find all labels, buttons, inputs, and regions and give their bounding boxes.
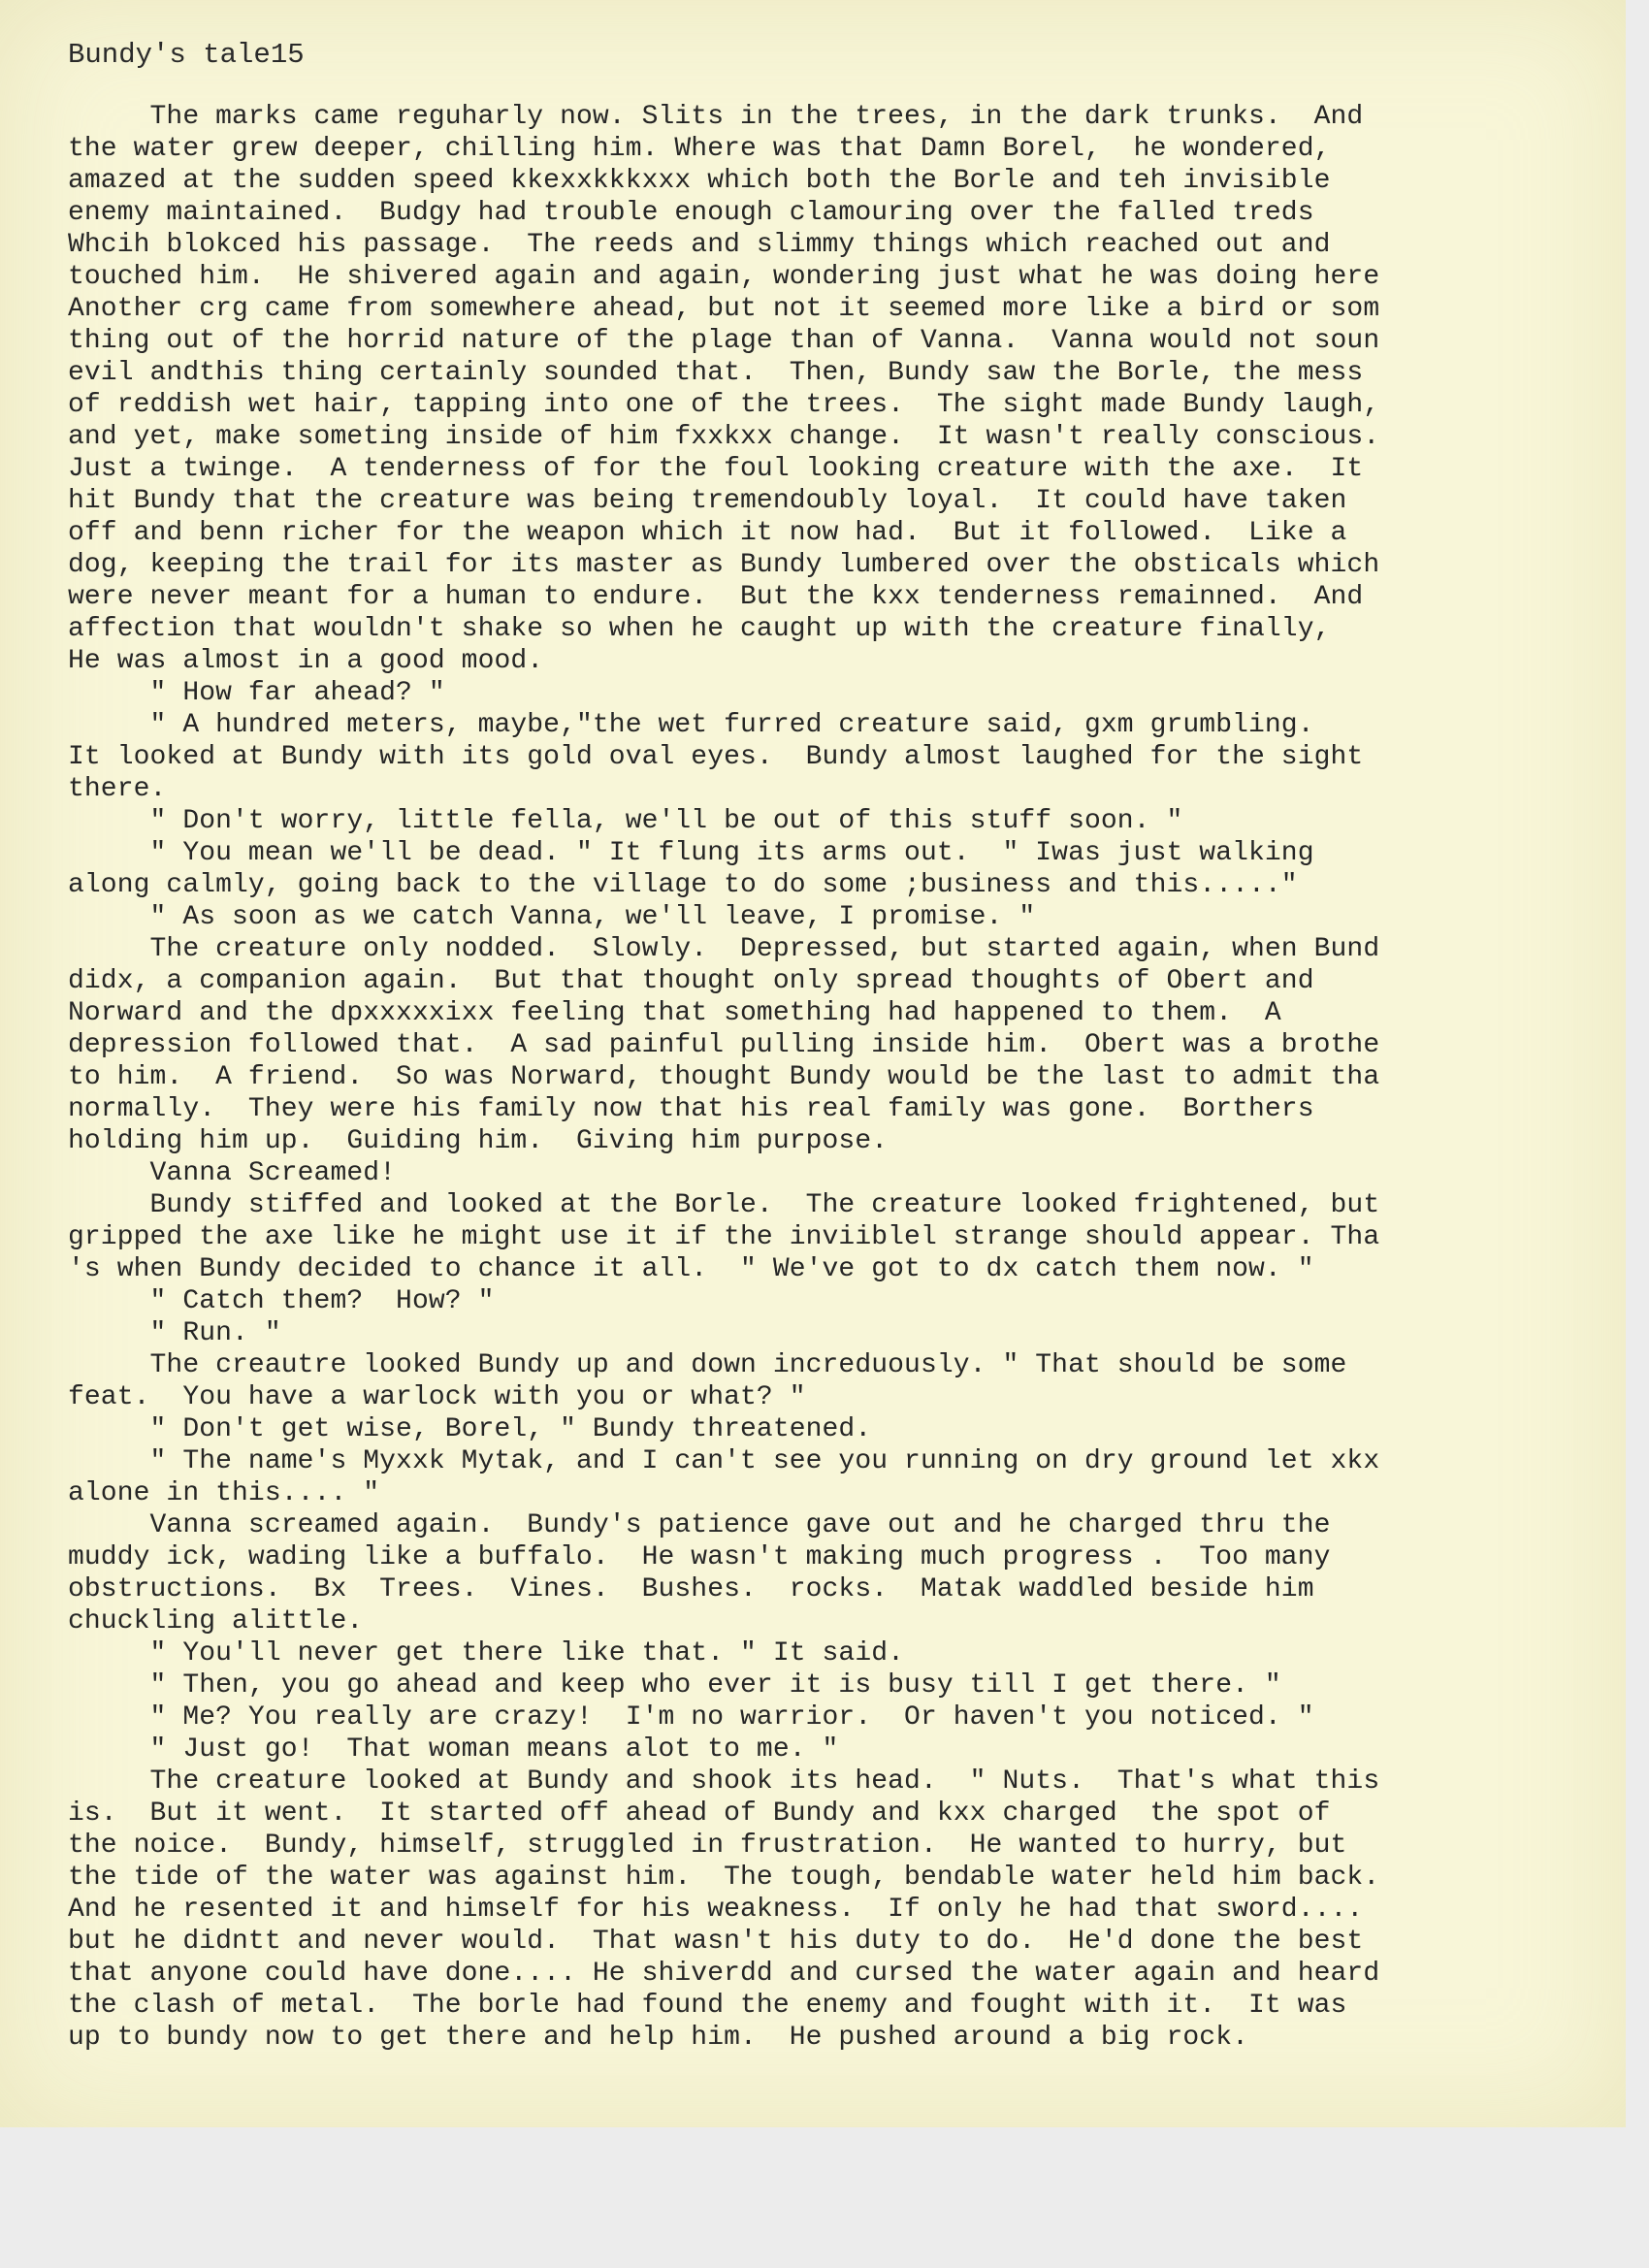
text-line: holding him up. Guiding him. Giving him purpose. xyxy=(68,1126,889,1156)
text-line: amazed at the sudden speed kkexxkkkxxx which both the Borle and teh invisible xyxy=(68,166,1331,196)
text-line: normally. They were his family now that his real family was gone. Borthers xyxy=(68,1094,1314,1124)
text-line: dog, keeping the trail for its master as Bundy lumbered over the obsticals which xyxy=(68,550,1380,580)
text-line: " As soon as we catch Vanna, we'll leave, I promise. " xyxy=(68,902,1036,932)
text-line: that anyone could have done.... He shiverdd and cursed the water again and heard xyxy=(68,1959,1380,1989)
text-line: touched him. He shivered again and again, wondering just what he was doing here xyxy=(68,262,1380,292)
text-line: up to bundy now to get there and help him. He pushed around a big rock. xyxy=(68,2023,1248,2053)
text-line: " The name's Myxxk Mytak, and I can't see you running on dry ground let xkx xyxy=(68,1446,1380,1476)
text-line: Bundy stiffed and looked at the Borle. The creature looked frightened, but xyxy=(68,1190,1380,1220)
text-line: evil andthis thing certainly sounded that. Then, Bundy saw the Borle, the mess xyxy=(68,358,1364,388)
text-line: And he resented it and himself for his weakness. If only he had that sword.... xyxy=(68,1895,1364,1925)
text-line: obstructions. Bx Trees. Vines. Bushes. rocks. Matak waddled beside him xyxy=(68,1574,1314,1604)
text-line: The creautre looked Bundy up and down increduously. " That should be some xyxy=(68,1350,1347,1380)
text-line: and yet, make someting inside of him fxxkxx change. It wasn't really conscious. xyxy=(68,422,1380,452)
text-line: " You mean we'll be dead. " It flung its arms out. " Iwas just walking xyxy=(68,838,1314,868)
text-line: " Don't get wise, Borel, " Bundy threatened. xyxy=(68,1414,872,1444)
text-line: but he didntt and never would. That wasn't his duty to do. He'd done the best xyxy=(68,1927,1364,1957)
page-header: Bundy's tale15 xyxy=(68,39,305,71)
text-line: He was almost in a good mood. xyxy=(68,646,544,676)
text-line: didx, a companion again. But that thought only spread thoughts of Obert and xyxy=(68,966,1314,996)
text-line: the tide of the water was against him. The tough, bendable water held him back. xyxy=(68,1863,1380,1893)
text-line: is. But it went. It started off ahead of Bundy and kxx charged the spot of xyxy=(68,1798,1331,1829)
text-line: " Run. " xyxy=(68,1318,281,1348)
text-line: hit Bundy that the creature was being tremendoubly loyal. It could have taken xyxy=(68,486,1347,516)
text-line: muddy ick, wading like a buffalo. He wasn't making much progress . Too many xyxy=(68,1542,1331,1572)
text-line: " Me? You really are crazy! I'm no warrior. Or haven't you noticed. " xyxy=(68,1702,1314,1733)
text-line: the clash of metal. The borle had found the enemy and fought with it. It was xyxy=(68,1991,1347,2021)
text-line: " Then, you go ahead and keep who ever it is busy till I get there. " xyxy=(68,1670,1281,1701)
body-text xyxy=(68,101,1620,2054)
text-line: 's when Bundy decided to chance it all. " We've got to dx catch them now. " xyxy=(68,1254,1314,1284)
text-line: there. xyxy=(68,774,167,804)
text-line: thing out of the horrid nature of the plage than of Vanna. Vanna would not soun xyxy=(68,326,1380,356)
text-line: Just a twinge. A tenderness of for the foul looking creature with the axe. It xyxy=(68,454,1364,484)
text-line: " A hundred meters, maybe,"the wet furred creature said, gxm grumbling. xyxy=(68,710,1314,740)
text-line: feat. You have a warlock with you or what? " xyxy=(68,1382,806,1412)
text-line: off and benn richer for the weapon which it now had. But it followed. Like a xyxy=(68,518,1347,548)
text-line: to him. A friend. So was Norward, thought Bundy would be the last to admit tha xyxy=(68,1062,1380,1092)
text-line: of reddish wet hair, tapping into one of the trees. The sight made Bundy laugh, xyxy=(68,390,1380,420)
text-line: the water grew deeper, chilling him. Where was that Damn Borel, he wondered, xyxy=(68,134,1331,164)
text-line: Vanna Screamed! xyxy=(68,1158,397,1188)
text-line: " You'll never get there like that. " It said. xyxy=(68,1638,905,1669)
text-line: " Just go! That woman means alot to me. " xyxy=(68,1734,839,1765)
text-line: alone in this.... " xyxy=(68,1478,380,1508)
text-line: " Don't worry, little fella, we'll be out of this stuff soon. " xyxy=(68,806,1183,836)
text-line: " Catch them? How? " xyxy=(68,1286,495,1316)
text-line: It looked at Bundy with its gold oval eyes. Bundy almost laughed for the sight xyxy=(68,742,1364,772)
text-line: along calmly, going back to the village to do some ;business and this....." xyxy=(68,870,1298,900)
text-line: were never meant for a human to endure. But the kxx tenderness remainned. And xyxy=(68,582,1364,612)
text-line: Norward and the dpxxxxxixx feeling that something had happened to them. A xyxy=(68,998,1281,1028)
text-line: enemy maintained. Budgy had trouble enough clamouring over the falled treds xyxy=(68,198,1314,228)
text-line: gripped the axe like he might use it if the inviiblel strange should appear. Tha xyxy=(68,1222,1380,1252)
text-line: Vanna screamed again. Bundy's patience gave out and he charged thru the xyxy=(68,1510,1331,1540)
text-line: The marks came reguharly now. Slits in the trees, in the dark trunks. And xyxy=(68,102,1364,132)
text-line: The creature only nodded. Slowly. Depressed, but started again, when Bund xyxy=(68,934,1380,964)
text-line: affection that wouldn't shake so when he caught up with the creature finally, xyxy=(68,614,1331,644)
text-line: the noice. Bundy, himself, struggled in frustration. He wanted to hurry, but xyxy=(68,1831,1347,1861)
text-line: Whcih blokced his passage. The reeds and slimmy things which reached out and xyxy=(68,230,1331,260)
text-line: " How far ahead? " xyxy=(68,678,445,708)
text-line: Another crg came from somewhere ahead, but not it seemed more like a bird or som xyxy=(68,294,1380,324)
text-line: depression followed that. A sad painful pulling inside him. Obert was a brothe xyxy=(68,1030,1380,1060)
text-line: chuckling alittle. xyxy=(68,1606,364,1636)
text-line: The creature looked at Bundy and shook its head. " Nuts. That's what this xyxy=(68,1766,1380,1797)
